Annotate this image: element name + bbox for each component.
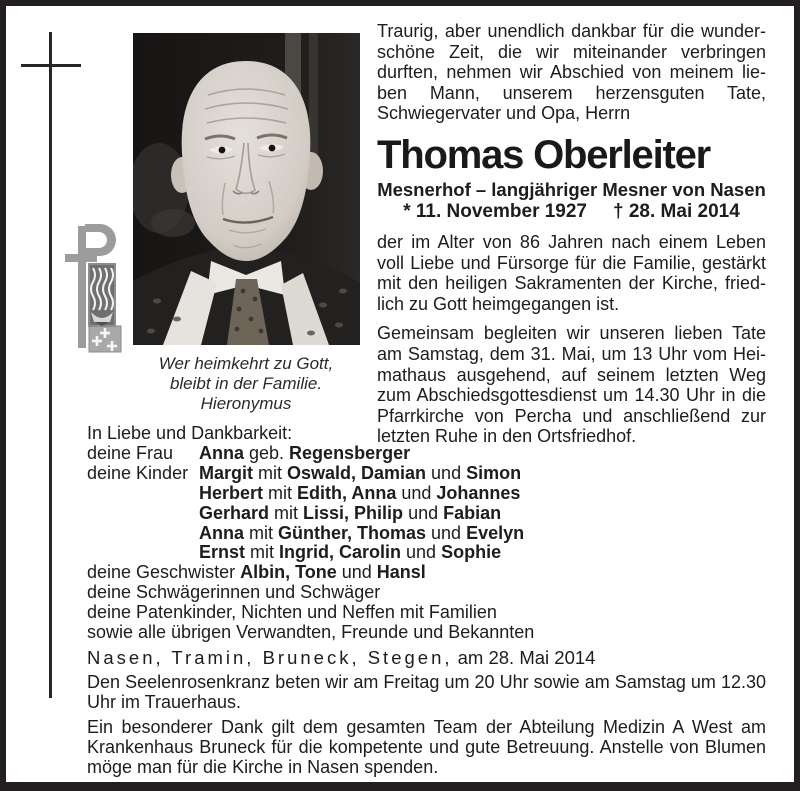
portrait-photo — [133, 33, 360, 345]
places-date-line — [87, 648, 766, 668]
caption-line-2: bleibt in der Familie. — [169, 374, 323, 393]
deceased-name: Thomas Oberleiter — [377, 132, 711, 177]
family-heading: In Liebe und Dankbarkeit: — [87, 423, 293, 443]
child-line: Margit mit Oswald, Damian und Simon — [199, 462, 522, 483]
life-dates — [377, 201, 766, 223]
announcement-date: am 28. Mai 2014 — [452, 646, 596, 668]
others-line: sowie alle übrigen Verwandten, Freunde und Bekannten — [87, 622, 535, 643]
memorial-cross-icon — [49, 32, 52, 698]
siblings-line: deine Geschwister Albin, Tone und Hansl — [87, 562, 426, 583]
godchildren-line: deine Patenkinder, Nichten und Neffen mit Familien — [87, 602, 497, 623]
intro-paragraph: Traurig, aber unendlich dankbar für die wunderschöne Zeit, die wir miteinander verbringen durften, nehmen wir Abschied von meinem lieben Mann, unserem herzensguten Tate, Schwiegervater und Opa, Herrn — [377, 21, 766, 124]
children-names — [199, 464, 766, 564]
caption-attribution: Hieronymus — [200, 394, 292, 413]
family-row-children — [87, 464, 766, 564]
family-section — [87, 424, 766, 791]
birth-date: * 11. November 1927 — [403, 200, 588, 222]
thanks-paragraph: Ein besonderer Dank gilt dem gesamten Team der Abteilung Medizin A West am Krankenhaus Bruneck für die kompetente und gute Betreuung. Anstelle von Blumen möge man für die Kirche in Nasen spenden. — [87, 716, 766, 777]
child-line: Anna mit Günther, Thomas und Evelyn — [199, 522, 525, 543]
deceased-role: Mesnerhof – langjähriger Mesner von Nasen — [377, 178, 766, 200]
announcement-column — [377, 21, 766, 456]
places: Nasen, Tramin, Bruneck, Stegen, — [87, 646, 453, 668]
children-label: deine Kinder — [87, 462, 189, 483]
chi-rho-emblem-icon — [65, 220, 127, 356]
wife-names: Anna geb. Regensberger — [199, 442, 411, 463]
child-line: Herbert mit Edith, Anna und Johannes — [199, 482, 521, 503]
photo-caption — [114, 354, 378, 414]
family-row-wife — [87, 444, 766, 464]
child-line: Ernst mit Ingrid, Carolin und Sophie — [199, 542, 502, 563]
rosary-paragraph: Den Seelenrosenkranz beten wir am Freitag um 20 Uhr sowie am Samstag um 12.30 Uhr im Trauerhaus. — [87, 671, 766, 712]
caption-line-1: Wer heimkehrt zu Gott, — [158, 354, 334, 373]
in-laws-line: deine Schwägerinnen und Schwäger — [87, 582, 381, 603]
passing-paragraph: der im Alter von 86 Jahren nach einem Leben voll Liebe und Fürsorge für die Familie, gestärkt mit den heiligen Sakramenten der Kirche, friedlich zu Gott heimgegangen ist. — [377, 231, 766, 314]
death-date: † 28. Mai 2014 — [613, 200, 740, 222]
wife-label: deine Frau — [87, 442, 174, 463]
funeral-home-line: Bestattung Christof Gasser, Sand in Taufers, Bruneck, Olang, Tel. 0474/050505 — [309, 782, 766, 791]
child-line: Gerhard mit Lissi, Philip und Fabian — [199, 502, 502, 523]
funeral-paragraph: Gemeinsam begleiten wir unseren lieben Tate am Samstag, dem 31. Mai, um 13 Uhr vom Heimathaus ausgehend, auf seinem letzten Weg zum Abschiedsgottesdienst um 14.30 Uhr in die Pfarrkirche von Percha und anschließend zur letzten Ruhe in den Ortsfriedhof. — [377, 323, 766, 447]
memorial-cross-icon — [21, 64, 81, 67]
